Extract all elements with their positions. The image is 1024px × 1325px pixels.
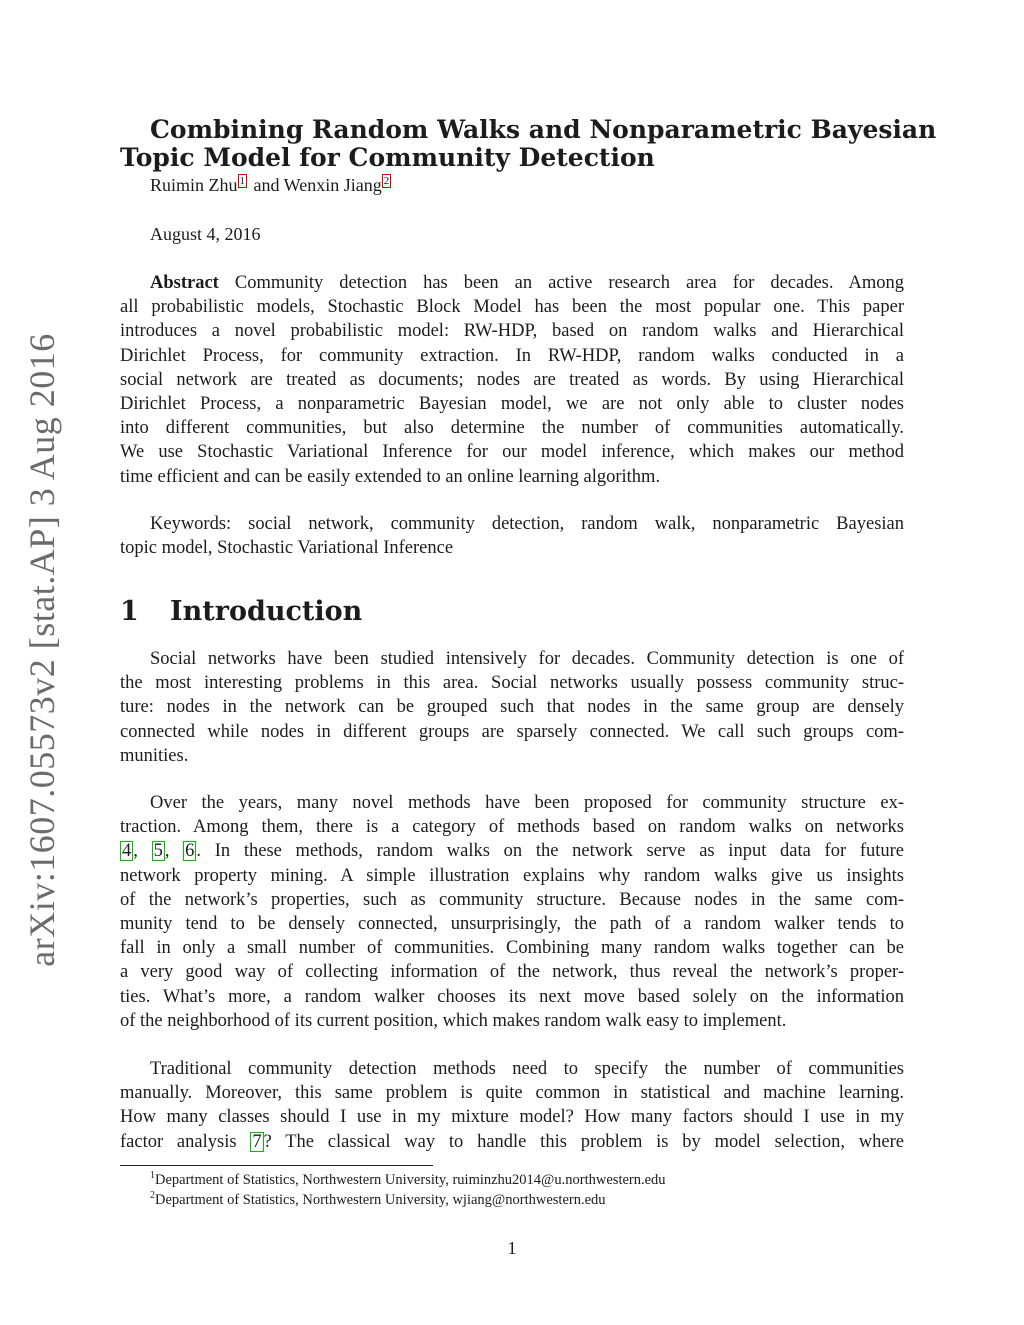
abstract-line: social network are treated as documents; nodes are treated as words. By using Hierarchical: [120, 369, 904, 390]
text-line: the most interesting problems in this area. Social networks usually possess community struc-: [120, 673, 904, 694]
abstract-heading: Abstract: [150, 273, 219, 293]
footnote-rule: [120, 1165, 433, 1166]
citation-4[interactable]: 4: [122, 841, 132, 862]
abstract-line: Abstract Community detection has been an active research area for decades. Among: [150, 273, 904, 293]
footnote-text: Department of Statistics, Northwestern University, ruiminzhu2014@u.northwestern.edu: [155, 1171, 666, 1188]
abstract-line: into different communities, but also determine the number of communities automatically.: [120, 418, 904, 439]
citation-6[interactable]: 6: [185, 841, 195, 862]
footnote-1: [150, 1170, 910, 1189]
keywords-line: Keywords: social network, community detection, random walk, nonparametric Bayesian: [150, 514, 904, 534]
paper-title: [120, 116, 950, 172]
text-line: ture: nodes in the network can be grouped such that nodes in the same group are densely: [120, 697, 904, 718]
text-line: a very good way of collecting information of the network, thus reveal the network’s proper-: [120, 962, 904, 983]
text-line: How many classes should I use in my mixture model? How many factors should I use in my: [120, 1107, 904, 1128]
abstract: [120, 271, 904, 489]
page-number: 1: [507, 1238, 517, 1258]
abstract-line: Dirichlet Process, a nonparametric Bayesian model, we are not only able to cluster nodes: [120, 394, 904, 415]
abstract-line: We use Stochastic Variational Inference for our model inference, which makes our method: [120, 442, 904, 463]
text-line: factor analysis 7 ? The classical way to handle this problem is by model selection, where: [120, 1131, 904, 1152]
text-line: manually. Moreover, this same problem is quite common in statistical and machine learning.: [120, 1083, 904, 1104]
footnote-mark: 1: [150, 1170, 155, 1181]
footnote-ref-2[interactable]: 2: [383, 175, 390, 187]
text-line: fall in only a small number of communities. Combining many random walks together can be: [120, 938, 904, 959]
title-line-1: Combining Random Walks and Nonparametric Bayesian: [150, 115, 937, 144]
text-line: ties. What’s more, a random walker chooses its next move based solely on the information: [120, 986, 904, 1007]
intro-paragraph-1: [120, 647, 904, 768]
footnote-mark: 2: [150, 1190, 155, 1201]
text-line: munity tend to be densely connected, unsurprisingly, the path of a random walker tends to: [120, 914, 904, 935]
text-line: connected while nodes in different groups are sparsely connected. We call such groups com-: [120, 721, 904, 742]
footnote-text: Department of Statistics, Northwestern University, wjiang@northwestern.edu: [155, 1191, 606, 1208]
text-line: 4 , 5 , 6 . In these methods, random walks on the network serve as input data for future: [122, 841, 904, 862]
text-line: Traditional community detection methods need to specify the number of communities: [150, 1059, 904, 1079]
section-title: Introduction: [170, 596, 363, 627]
abstract-line: all probabilistic models, Stochastic Block Model has been the most popular one. This paper: [120, 297, 904, 318]
text-line: of the network’s properties, such as community structure. Because nodes in the same com-: [120, 889, 904, 910]
text-line: Over the years, many novel methods have been proposed for community structure ex-: [150, 793, 904, 813]
footnote-ref-1[interactable]: 1: [239, 175, 246, 187]
abstract-line: introduces a novel probabilistic model: RW-HDP, based on random walks and Hierarchical: [120, 321, 904, 342]
authors: [150, 174, 393, 196]
abstract-line: time efficient and can be easily extended to an online learning algorithm.: [120, 466, 661, 487]
citation-7[interactable]: 7: [252, 1131, 262, 1152]
keywords: [120, 512, 904, 560]
text-line: network property mining. A simple illustration explains why random walks give us insights: [120, 865, 904, 886]
text-line: of the neighborhood of its current position, which makes random walk easy to implement.: [120, 1010, 787, 1031]
title-line-2: Topic Model for Community Detection: [120, 143, 655, 172]
intro-paragraph-2: [120, 791, 904, 1033]
publication-date: August 4, 2016: [150, 224, 261, 244]
citation-5[interactable]: 5: [153, 841, 163, 862]
arxiv-identifier: arXiv:1607.05573v2 [stat.AP] 3 Aug 2016: [22, 333, 62, 967]
author-2: and Wenxin Jiang: [253, 175, 382, 195]
keywords-line: topic model, Stochastic Variational Inference: [120, 538, 454, 559]
footnote-2: [150, 1190, 910, 1209]
author-1: Ruimin Zhu: [150, 175, 238, 195]
intro-paragraph-3: [120, 1057, 904, 1154]
section-heading: [120, 596, 362, 627]
text-line: Social networks have been studied intensively for decades. Community detection is one of: [150, 649, 904, 669]
text-line: munities.: [120, 745, 189, 766]
section-number: 1: [120, 596, 139, 627]
text-line: traction. Among them, there is a category of methods based on random walks on networks: [120, 817, 904, 838]
abstract-line: Dirichlet Process, for community extraction. In RW-HDP, random walks conducted in a: [120, 345, 904, 366]
